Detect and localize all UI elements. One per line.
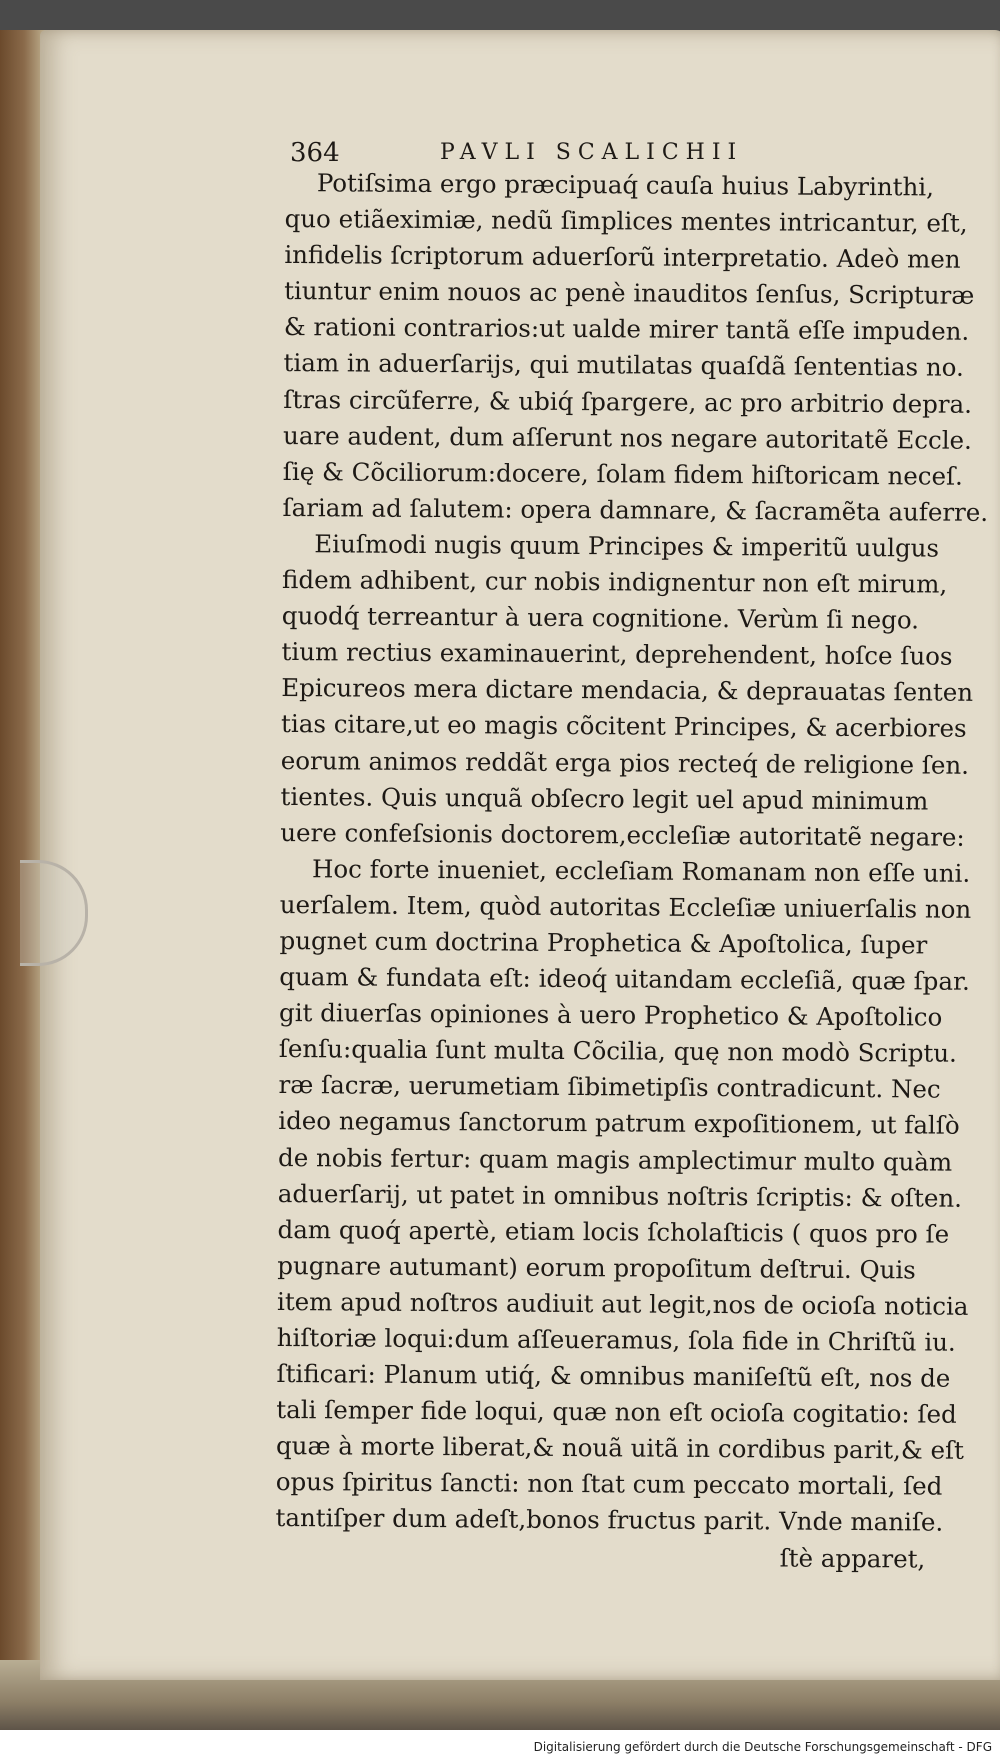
- running-head: PAVLI SCALICHII: [440, 140, 744, 165]
- text-line: tiam in aduerſarijs, qui mutilatas quaſdã ſententias no.: [283, 348, 964, 383]
- text-line: ſię & Cõciliorum:docere, ſolam fidem hiſtoricam neceſ.: [282, 456, 963, 491]
- text-line: dam quoq́ apertè, etiam locis ſcholaſticis ( quos pro ſe: [277, 1214, 950, 1249]
- text-line: quodq́ terreantur à uera cognitione. Verùm ſi nego.: [281, 601, 920, 635]
- text-line: item apud noſtros audiuit aut legit,nos de ocioſa noticia: [276, 1286, 969, 1321]
- text-line: tientes. Quis unquã obſecro legit uel apud minimum: [280, 781, 929, 816]
- text-line: fidem adhibent, cur nobis indignentur non eſt mirum,: [282, 565, 948, 599]
- text-line: aduerſarij, ut patet in omnibus noſtris ſcriptis: & oſten.: [277, 1178, 963, 1213]
- text-line: ſariam ad ſalutem: opera damnare, & ſacramẽta auferre.: [282, 492, 989, 527]
- text-line: de nobis fertur: quam magis amplectimur multo quàm: [277, 1142, 953, 1177]
- text-line: uere confeſsionis doctorem,eccleſiæ autoritatẽ negare:: [280, 817, 965, 852]
- text-line: tiuntur enim nouos ac penè inauditos ſenſus, Scripturæ: [284, 276, 975, 311]
- text-line: Potiſsima ergo præcipuaq́ cauſa huius Labyrinthi,: [316, 168, 935, 202]
- text-line: tium rectius examinauerint, deprehendent, hoſce ſuos: [281, 637, 953, 671]
- footer-credit: Digitalisierung gefördert durch die Deutsche Forschungsgemeinschaft - DFG: [533, 1740, 992, 1754]
- text-line: opus ſpiritus ſancti: non ſtat cum peccato mortali, ſed: [275, 1467, 943, 1501]
- text-line: Hoc forte inueniet, eccleſiam Romanam non eſſe uni.: [311, 853, 971, 888]
- text-line: & rationi contrarios:ut ualde mirer tantã eſſe impuden.: [283, 312, 970, 347]
- text-line: tali ſemper fide loqui, quæ non eſt ocioſa cogitatio: ſed: [276, 1395, 957, 1429]
- text-line: Epicureos mera dictare mendacia, & deprauatas ſenten: [281, 673, 974, 708]
- text-line: pugnet cum doctrina Prophetica & Apoſtolica, ſuper: [279, 925, 928, 960]
- text-line: ræ ſacræ, uerumetiam ſibimetipſis contradicunt. Nec: [278, 1070, 941, 1104]
- footer-bar: [0, 1730, 1000, 1764]
- page-number: 364: [290, 138, 340, 168]
- text-line: eorum animos reddãt erga pios recteq́ de religione ſen.: [280, 745, 970, 780]
- text-line: ſtificari: Planum utiq́, & omnibus maniſeſtũ eſt, nos de: [276, 1359, 951, 1393]
- text-line: quo etiãeximiæ, nedũ ſimplices mentes intricantur, eſt,: [284, 204, 968, 238]
- text-line: tantiſper dum adeſt,bonos fructus parit. Vnde maniſe.: [275, 1503, 944, 1538]
- text-line: tias citare,ut eo magis cõcitent Principes, & acerbiores: [280, 709, 967, 744]
- text-line: quam & fundata eſt: ideoq́ uitandam eccleſiã, quæ ſpar.: [279, 962, 970, 996]
- text-line: infidelis ſcriptorum aduerſorũ interpretatio. Adeò men: [284, 240, 961, 274]
- text-line: hiſtoriæ loqui:dum aſſeueramus, ſola fide in Chriſtũ iu.: [276, 1322, 956, 1357]
- text-line: ſenſu:qualia ſunt multa Cõcilia, quę non modò Scriptu.: [278, 1034, 957, 1068]
- text-line: ideo negamus ſanctorum patrum expoſitionem, ut falſò: [278, 1106, 960, 1141]
- text-line: Eiuſmodi nugis quum Principes & imperitũ uulgus: [314, 529, 940, 563]
- text-line: git diuerſas opiniones à uero Prophetico & Apoſtolico: [278, 998, 943, 1032]
- body-text: [275, 165, 989, 1577]
- text-line: quæ à morte liberat,& nouã uitã in cordibus parit,& eſt: [275, 1431, 965, 1466]
- text-line: uare audent, dum aſſerunt nos negare autoritatẽ Eccle.: [283, 420, 973, 455]
- text-line: uerſalem. Item, quòd autoritas Eccleſiæ uniuerſalis non: [279, 889, 972, 924]
- text-line: ſtras circũferre, & ubiq́ ſpargere, ac pro arbitrio depra.: [283, 384, 973, 419]
- catchword: ſtè apparet,: [779, 1543, 926, 1574]
- text-line: pugnare autumant) eorum propoſitum deſtrui. Quis: [277, 1250, 916, 1285]
